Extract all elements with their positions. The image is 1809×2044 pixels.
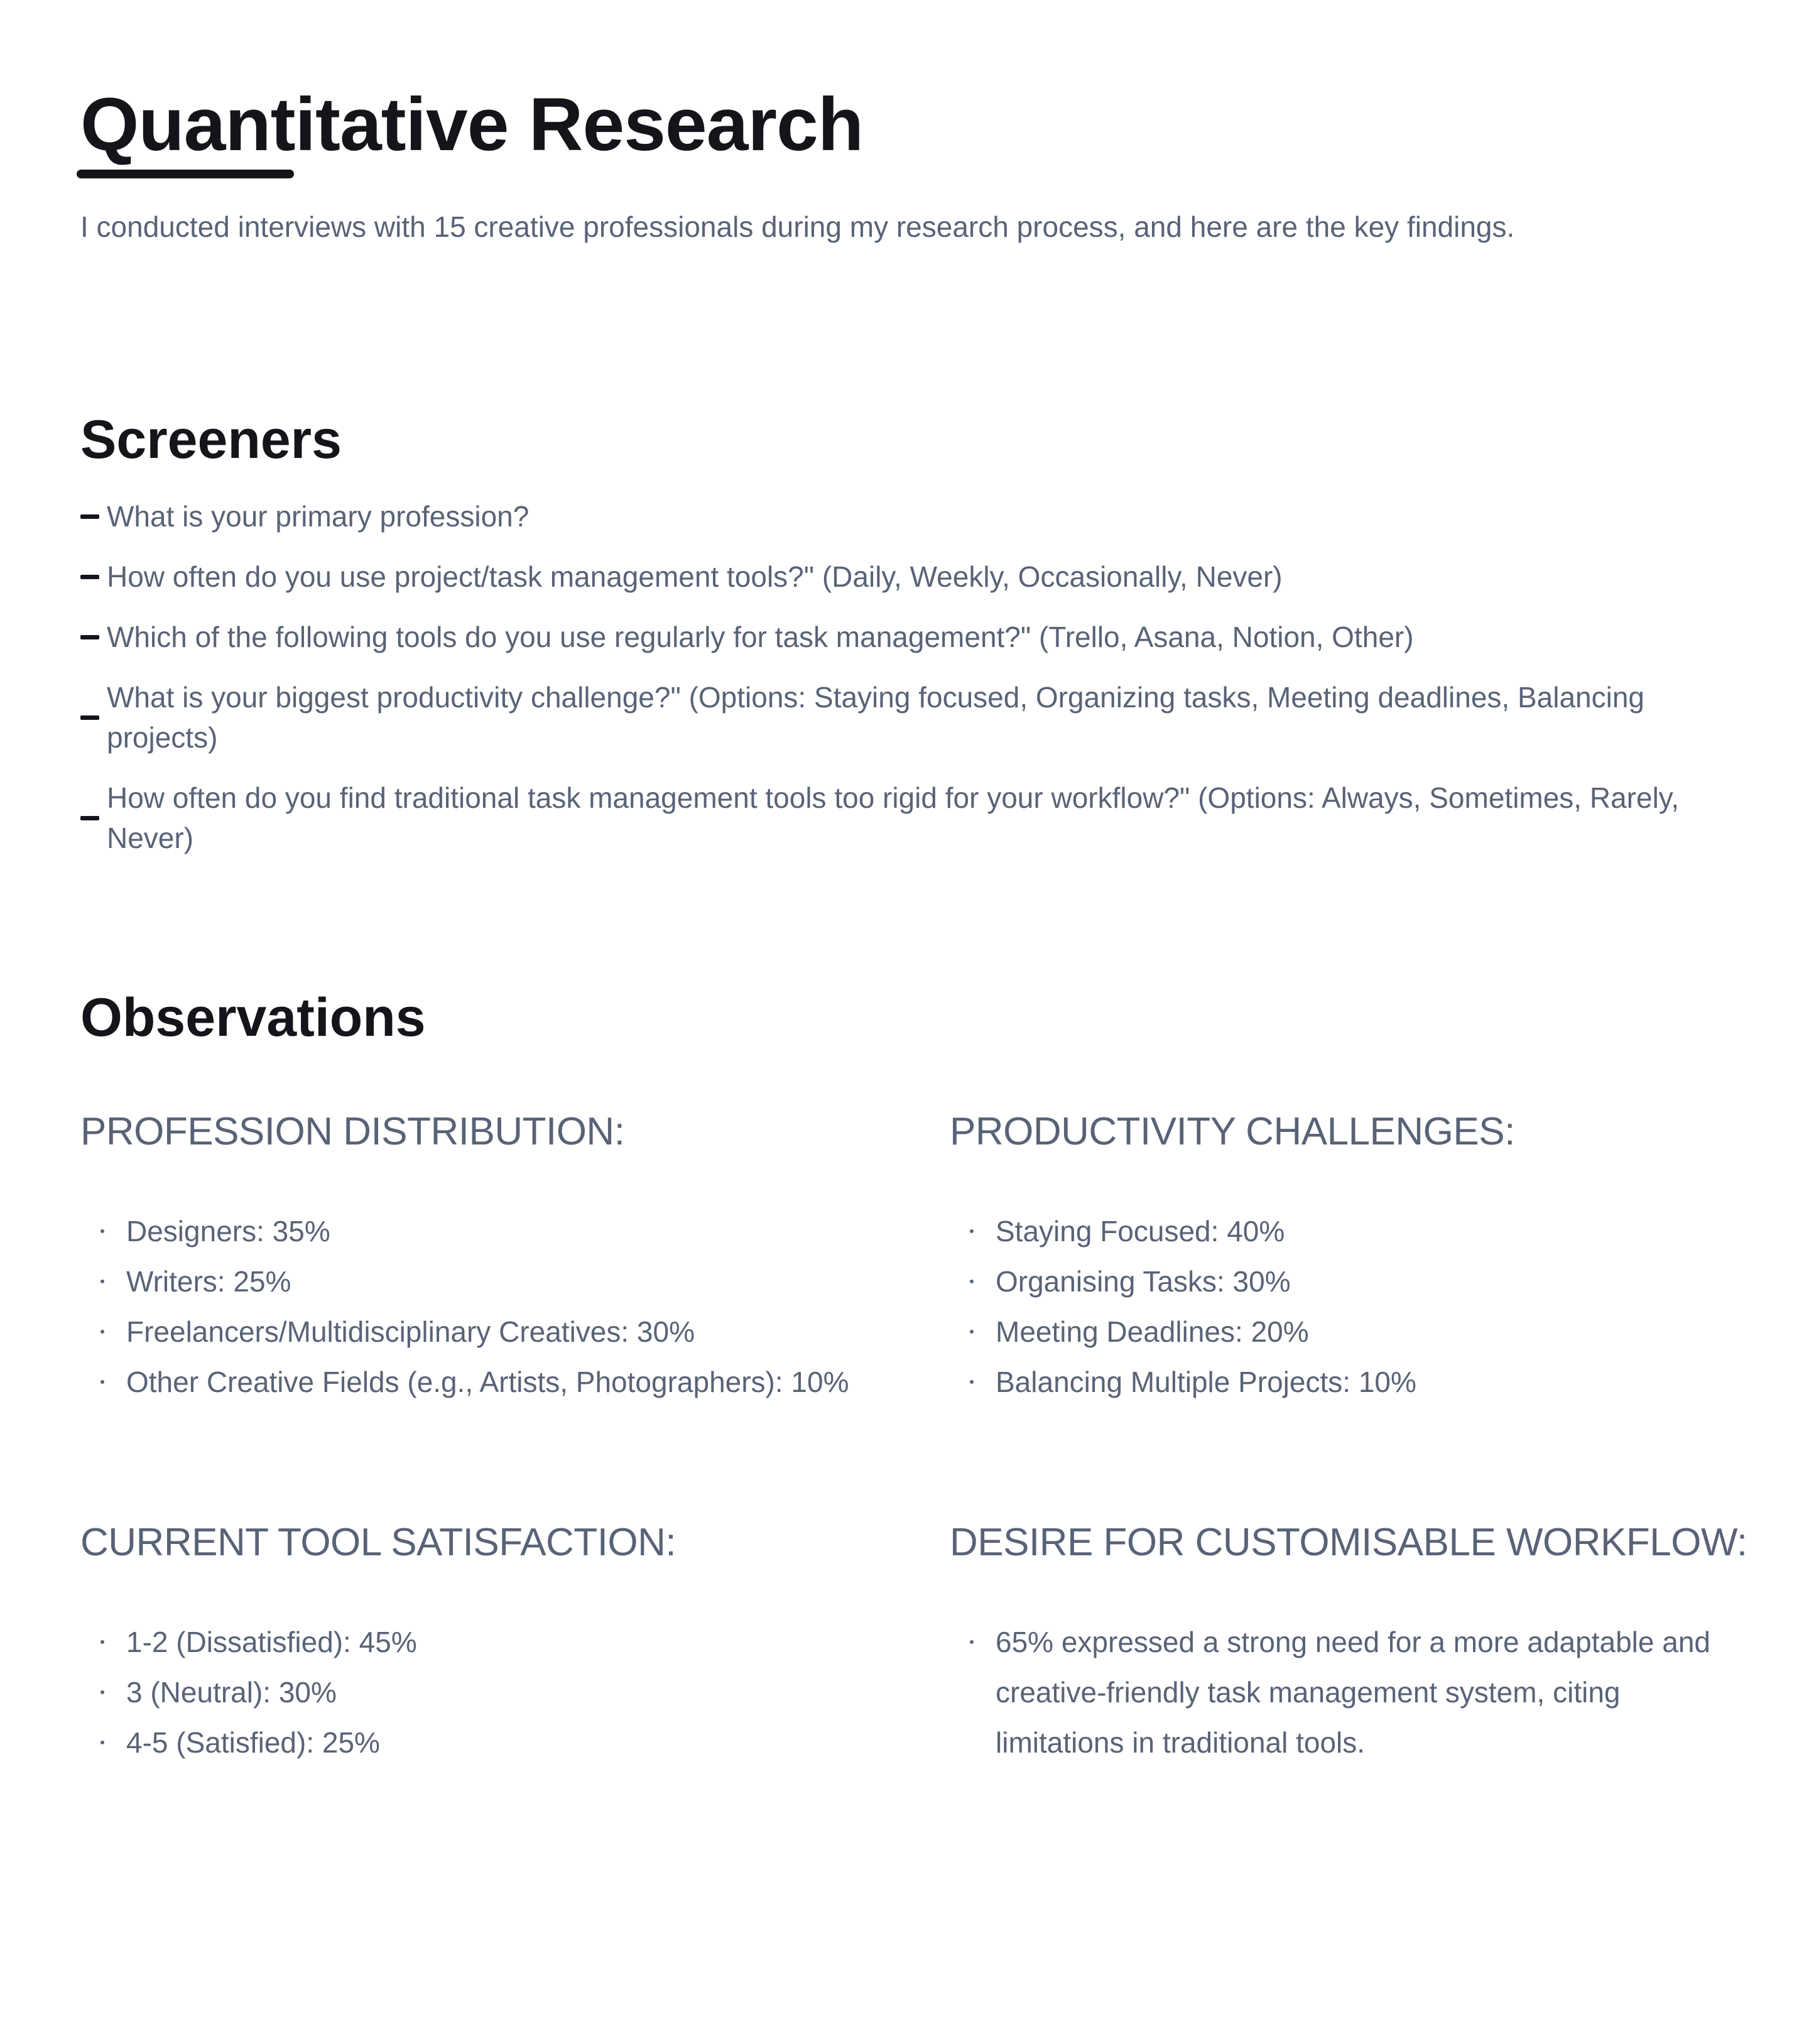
list-item-text: Meeting Deadlines: 20%	[996, 1315, 1309, 1348]
screeners-heading: Screeners	[80, 410, 342, 470]
list-item-text: 3 (Neutral): 30%	[126, 1676, 337, 1709]
screener-item	[80, 617, 1701, 657]
list-item	[950, 1206, 1754, 1256]
profession-distribution-list	[80, 1206, 884, 1407]
bullet-icon	[100, 1330, 104, 1334]
list-item-text: Other Creative Fields (e.g., Artists, Photographers): 10%	[126, 1366, 849, 1398]
list-item-text: Writers: 25%	[126, 1265, 291, 1298]
bullet-icon	[100, 1640, 104, 1644]
list-item-text: Freelancers/Multidisciplinary Creatives: 30%	[126, 1315, 695, 1348]
tool-satisfaction-block	[80, 1516, 884, 1759]
list-item-text: Balancing Multiple Projects: 10%	[996, 1366, 1416, 1398]
screener-text: Which of the following tools do you use regularly for task management?" (Trello, Asana, Notion, Other)	[107, 621, 1414, 653]
screener-text: How often do you use project/task management tools?" (Daily, Weekly, Occasionally, Never)	[107, 560, 1283, 593]
screener-item	[80, 778, 1701, 858]
screener-text: What is your primary profession?	[107, 500, 530, 533]
bullet-icon	[100, 1229, 104, 1233]
bullet-icon	[100, 1380, 104, 1384]
list-item	[950, 1256, 1754, 1307]
list-item	[950, 1617, 1754, 1768]
screener-item	[80, 677, 1701, 758]
bullet-icon	[970, 1330, 974, 1334]
bullet-icon	[970, 1229, 974, 1233]
page-title: Quantitative Research	[80, 82, 864, 166]
bullet-icon	[100, 1741, 104, 1744]
list-item	[80, 1357, 884, 1407]
screener-item	[80, 557, 1701, 597]
dash-icon	[80, 575, 99, 579]
dash-icon	[80, 514, 99, 519]
observations-heading: Observations	[80, 987, 426, 1048]
list-item-text: Designers: 35%	[126, 1215, 330, 1248]
bullet-icon	[970, 1280, 974, 1283]
list-item	[80, 1667, 884, 1717]
tool-satisfaction-list	[80, 1617, 884, 1768]
list-item	[950, 1357, 1754, 1407]
bullet-icon	[100, 1690, 104, 1694]
title-underline	[77, 170, 294, 178]
list-item	[80, 1307, 884, 1357]
screener-text: What is your biggest productivity challenge?" (Options: Staying focused, Organizing tasks, Meeting deadlines, Balancing projects)	[107, 681, 1644, 754]
list-item-text: Staying Focused: 40%	[996, 1215, 1285, 1248]
customisable-workflow-block	[950, 1516, 1754, 1759]
profession-distribution-block	[80, 1106, 884, 1398]
list-item	[80, 1256, 884, 1307]
list-item	[80, 1617, 884, 1667]
list-item-text: 1-2 (Dissatisfied): 45%	[126, 1626, 417, 1658]
list-item	[950, 1307, 1754, 1357]
dash-icon	[80, 715, 99, 720]
tool-satisfaction-heading: CURRENT TOOL SATISFACTION:	[80, 1521, 676, 1564]
productivity-challenges-block	[950, 1106, 1754, 1398]
profession-distribution-heading: PROFESSION DISTRIBUTION:	[80, 1110, 625, 1153]
customisable-workflow-list	[950, 1617, 1754, 1768]
screener-text: How often do you find traditional task management tools too rigid for your workflow?" (Options: Always, Sometimes, Rarely, Never)	[107, 781, 1680, 854]
dash-icon	[80, 635, 99, 639]
dash-icon	[80, 816, 99, 820]
screener-item	[80, 496, 1701, 536]
screeners-list	[80, 496, 1701, 878]
list-item-text: 4-5 (Satisfied): 25%	[126, 1726, 380, 1759]
list-item-text: 65% expressed a strong need for a more adaptable and creative-friendly task management system, citing limitations in traditional tools.	[996, 1626, 1710, 1759]
customisable-workflow-heading: DESIRE FOR CUSTOMISABLE WORKFLOW:	[950, 1521, 1747, 1564]
intro-text: I conducted interviews with 15 creative professionals during my research process, and here are the key findings.	[80, 210, 1515, 243]
bullet-icon	[970, 1380, 974, 1384]
productivity-challenges-list	[950, 1206, 1754, 1407]
list-item	[80, 1717, 884, 1768]
bullet-icon	[970, 1640, 974, 1644]
productivity-challenges-heading: PRODUCTIVITY CHALLENGES:	[950, 1110, 1515, 1153]
list-item	[80, 1206, 884, 1256]
list-item-text: Organising Tasks: 30%	[996, 1265, 1291, 1298]
bullet-icon	[100, 1280, 104, 1283]
